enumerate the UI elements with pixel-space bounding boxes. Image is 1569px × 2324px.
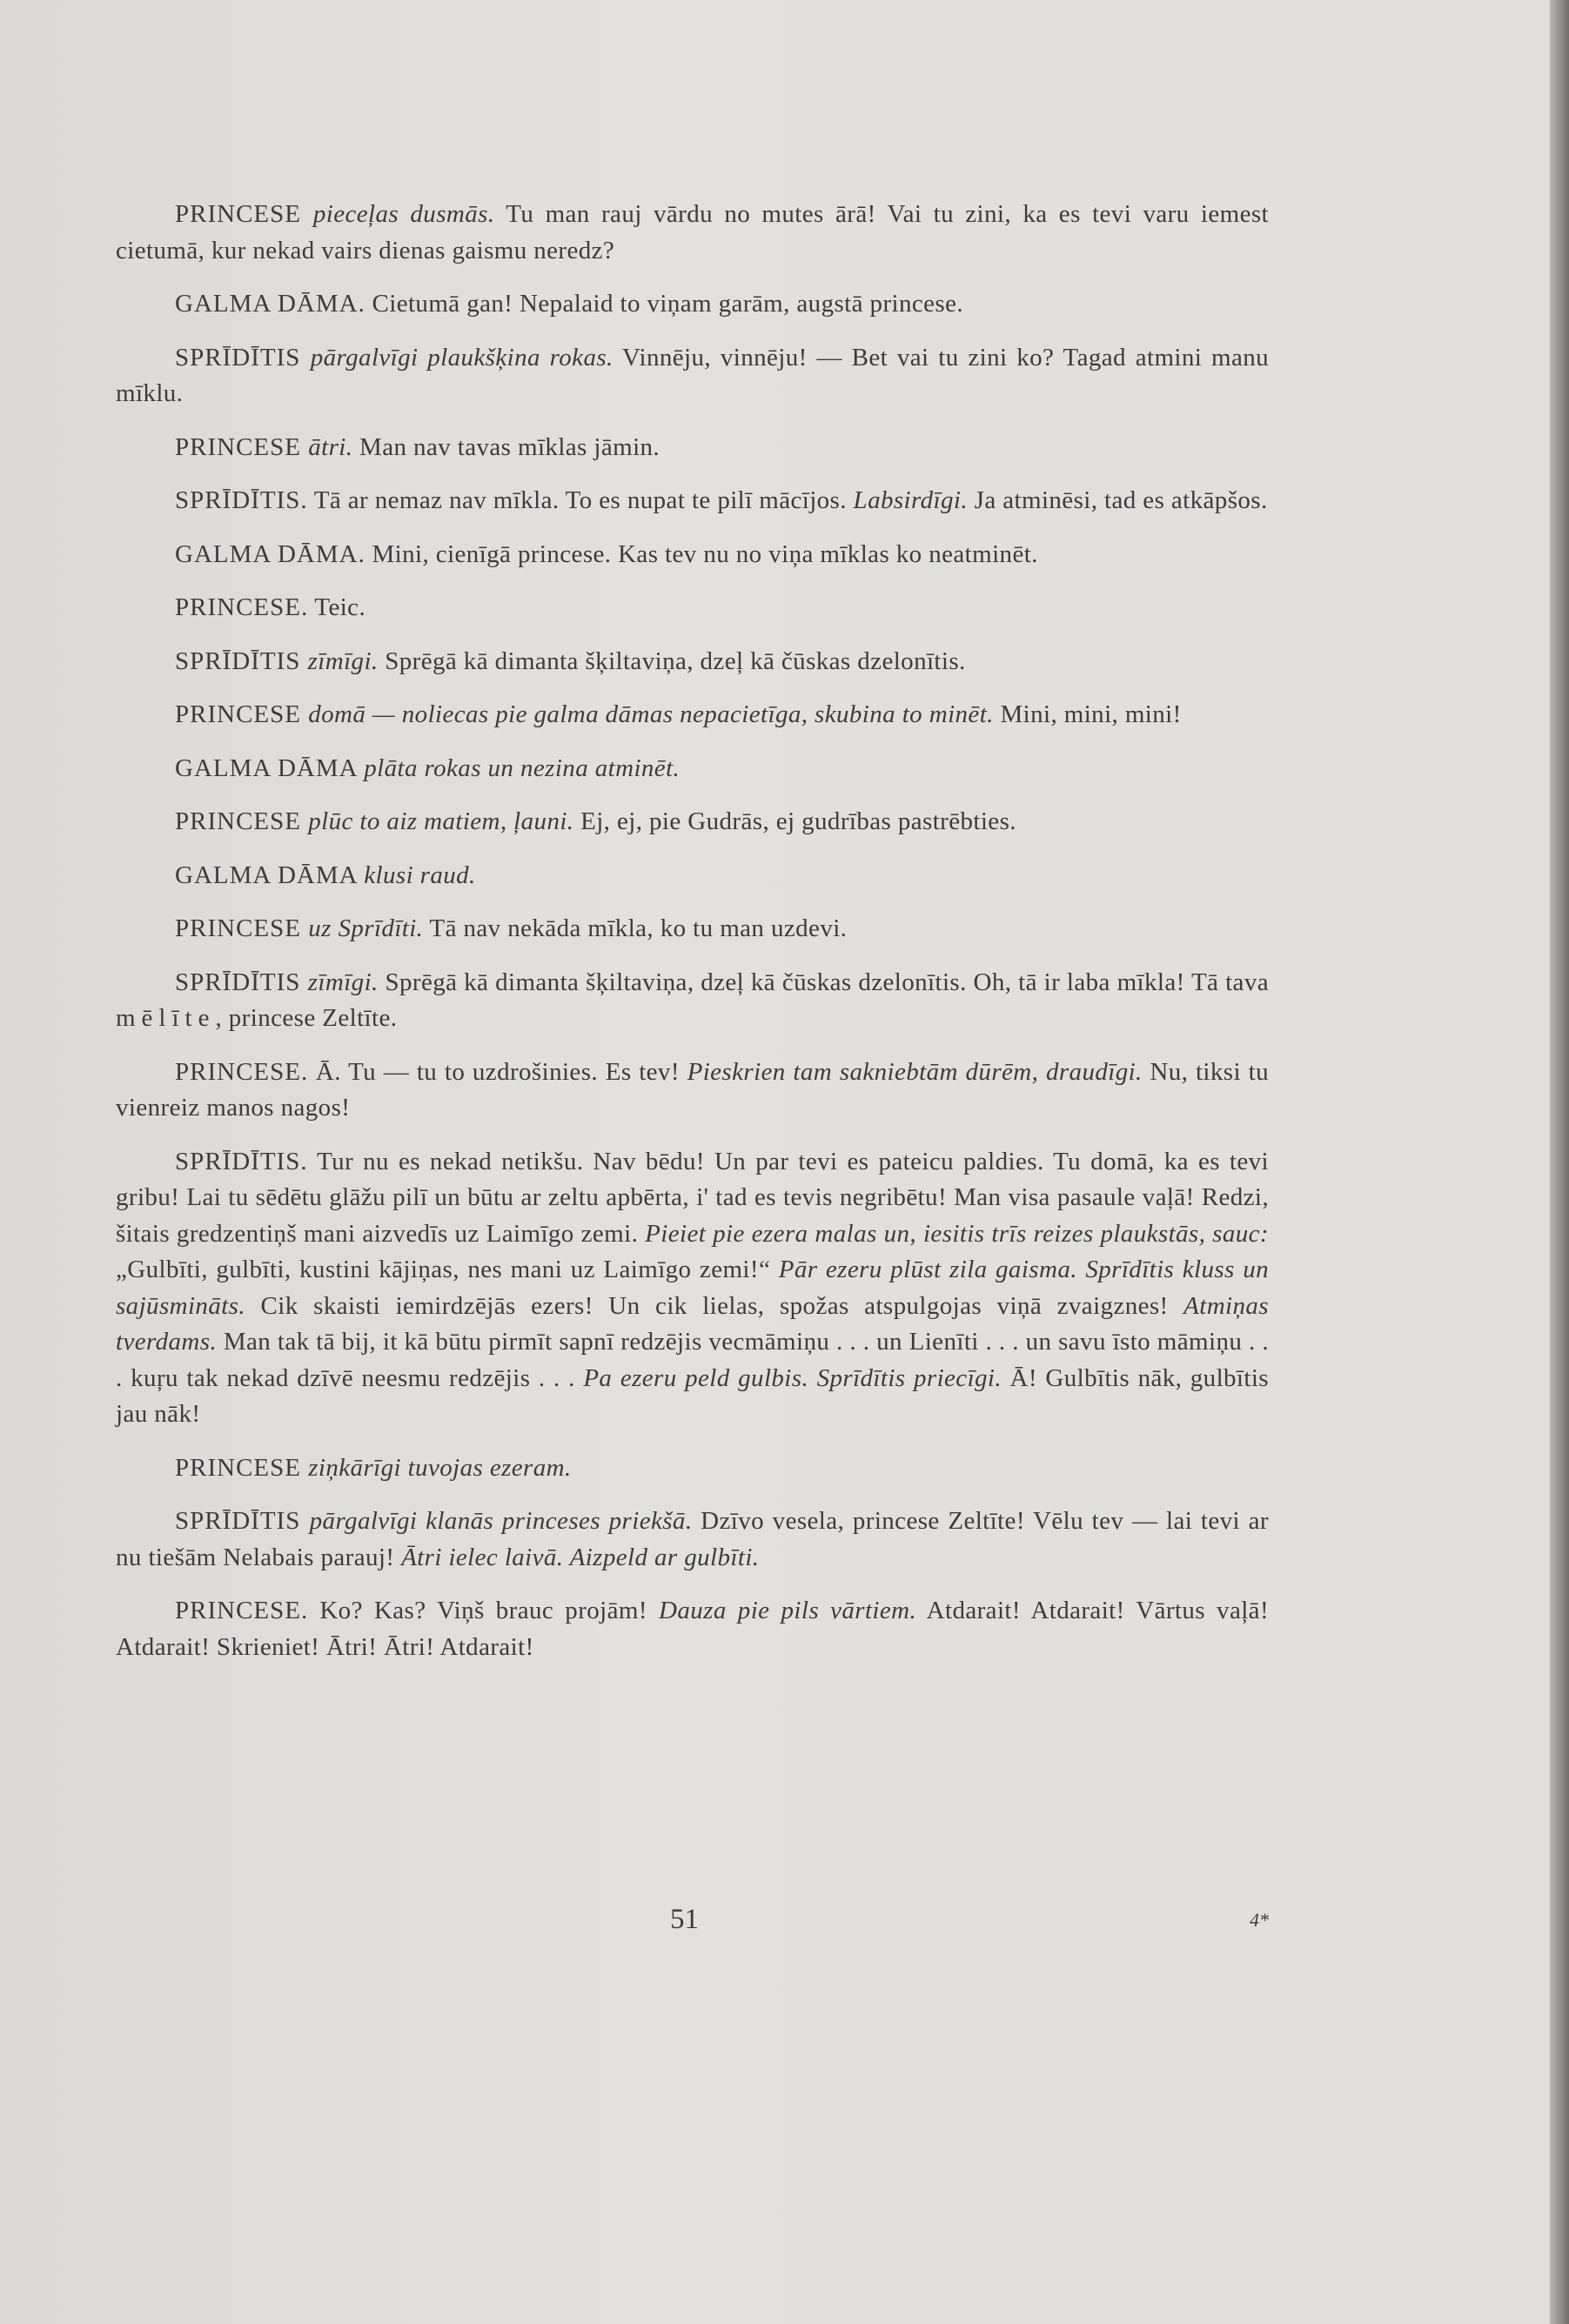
speaker-name: GALMA DĀMA	[175, 753, 365, 782]
stage-direction: plūc to aiz matiem, ļauni.	[308, 807, 574, 835]
dialogue-text: Man tak tā bij, it kā būtu pirmīt sapnī redzējis vecmāmiņu . . . un Lienīti . . . un savu īsto māmiņu . . . kuŗu tak nekad dzīvē neesmu redzējis . . .	[116, 1328, 1269, 1392]
dialogue-text: Vinnēju, vinnēju! — Bet vai tu zini ko? Tagad atmini manu mīklu.	[116, 343, 1270, 407]
speaker-name: GALMA DĀMA.	[175, 539, 365, 568]
stage-direction: Dauza pie pils vārtiem.	[658, 1597, 917, 1624]
stage-direction: pārgalvīgi klanās princeses priekšā.	[309, 1507, 693, 1535]
speaker-name: PRINCESE.	[175, 1597, 309, 1624]
dialogue-text: Cietumā gan! Nepalaid to viņam garām, augstā princese.	[365, 290, 964, 318]
speaker-name: SPRĪDĪTIS	[175, 646, 308, 675]
dialogue-paragraph	[116, 911, 1269, 948]
dialogue-paragraph	[116, 340, 1269, 412]
dialogue-paragraph	[116, 1593, 1269, 1665]
dialogue-paragraph	[116, 804, 1269, 841]
dialogue-text: Mini, cienīgā princese. Kas tev nu no viņa mīklas ko neatminēt.	[365, 539, 1038, 568]
dialogue-text: Ja atminēsi, tad es atkāpšos.	[968, 486, 1268, 514]
stage-direction: Labsirdīgi.	[853, 486, 968, 514]
stage-direction: pieceļas dusmās.	[312, 200, 495, 228]
stage-direction: Pieiet pie ezera malas un, iesitis trīs reizes plaukstās, sauc:	[645, 1219, 1269, 1248]
dialogue-text: mēlīte	[116, 1004, 216, 1032]
stage-direction: Pieskrien tam sakniebtām dūrēm, draudīgi.	[687, 1057, 1143, 1086]
speaker-name: SPRĪDĪTIS	[175, 1507, 310, 1535]
dialogue-paragraph	[116, 751, 1269, 787]
dialogue-text: „Gulbīti, gulbīti, kustini kājiņas, nes mani uz Laimīgo zemi!“	[116, 1256, 779, 1283]
stage-direction: Pa ezeru peld gulbis. Sprīdītis priecīgi.	[583, 1363, 1002, 1392]
speaker-name: GALMA DĀMA.	[175, 290, 365, 318]
speaker-name: SPRĪDĪTIS.	[175, 1147, 308, 1175]
speaker-name: SPRĪDĪTIS	[175, 343, 311, 372]
stage-direction: ātri.	[308, 432, 353, 461]
speaker-name: PRINCESE	[175, 1453, 309, 1482]
stage-direction: zīmīgi.	[307, 646, 379, 675]
page-edge-shadow	[1550, 0, 1569, 2324]
dialogue-text: Ej, ej, pie Gudrās, ej gudrības pastrēbties.	[573, 807, 1016, 835]
stage-direction: plāta rokas un nezina atminēt.	[364, 753, 681, 782]
speaker-name: PRINCESE	[175, 700, 309, 728]
dialogue-paragraph	[116, 483, 1269, 519]
dialogue-paragraph	[116, 858, 1269, 894]
dialogue-paragraph	[116, 1144, 1269, 1433]
dialogue-text: Mini, mini, mini!	[993, 700, 1182, 728]
dialogue-paragraph	[116, 197, 1269, 269]
dialogue-paragraph	[116, 286, 1269, 323]
stage-direction: Ātri ielec laivā. Aizpeld ar gulbīti.	[401, 1543, 760, 1571]
speaker-name: PRINCESE.	[175, 1057, 309, 1086]
dialogue-text: Man nav tavas mīklas jāmin.	[352, 432, 660, 461]
dialogue-paragraph	[116, 1450, 1269, 1487]
dialogue-paragraph	[116, 644, 1269, 680]
speaker-name: PRINCESE	[175, 200, 313, 228]
dialogue-text: Teic.	[308, 593, 366, 621]
dialogue-text: Nu, tiksi tu vienreiz manos nagos!	[116, 1057, 1269, 1122]
dialogue-text: Tā nav nekāda mīkla, ko tu man uzdevi.	[423, 914, 848, 942]
dialogue-text: Ā! Gulbītis nāk, gulbītis jau nāk!	[116, 1363, 1269, 1428]
dialogue-text: Tu man rauj vārdu no mutes ārā! Vai tu zini, ka es tevi varu iemest cietumā, kur nekad vairs dienas gaismu neredz?	[116, 200, 1269, 265]
dialogue-text: Tur nu es nekad netikšu. Nav bēdu! Un par tevi es pateicu paldies. Tu domā, ka es tevi gribu! Lai tu sēdētu glāžu pilī un būtu ar zeltu apbērta, i' tad es tevis negribētu! Man visa pasaule vaļā! Redzi, šitais gredzentiņš mani aizvedīs uz Laimīgo zemi.	[116, 1147, 1269, 1248]
dialogue-text: Sprēgā kā dimanta šķiltaviņa, dzeļ kā čūskas dzelonītis. Oh, tā ir laba mīkla! Tā tava	[378, 968, 1269, 996]
stage-direction: ziņkārīgi tuvojas ezeram.	[308, 1453, 572, 1482]
speaker-name: PRINCESE	[175, 914, 309, 942]
dialogue-text: Cik skaisti iemirdzējās ezers! Un cik lielas, spožas atspulgojas viņā zvaigznes!	[245, 1291, 1184, 1320]
dialogue-paragraph	[116, 965, 1269, 1037]
dialogue-text: Atdarait! Atdarait! Vārtus vaļā! Atdarait! Skrieniet! Ātri! Ātri! Atdarait!	[116, 1597, 1270, 1661]
speaker-name: SPRĪDĪTIS	[175, 968, 308, 996]
dialogue-text: Tā ar nemaz nav mīkla. To es nupat te pilī mācījos.	[307, 486, 854, 514]
signature-mark: 4*	[1250, 1909, 1269, 1931]
speaker-name: SPRĪDĪTIS.	[175, 486, 308, 514]
dialogue-paragraph	[116, 430, 1269, 466]
dialogue-text: Sprēgā kā dimanta šķiltaviņa, dzeļ kā čūskas dzelonītis.	[378, 646, 966, 675]
dialogue-text: Dzīvo vesela, princese Zeltīte! Vēlu tev — lai tevi ar nu tiešām Nelabais parauj!	[116, 1507, 1269, 1571]
stage-direction: Atmiņas tverdams.	[116, 1291, 1269, 1356]
stage-direction: klusi raud.	[364, 861, 476, 889]
page-number: 51	[670, 1904, 699, 1935]
speaker-name: PRINCESE	[175, 807, 309, 835]
speaker-name: PRINCESE.	[175, 593, 309, 621]
stage-direction: zīmīgi.	[307, 968, 379, 996]
dialogue-paragraph	[116, 1504, 1269, 1576]
stage-direction: Pār ezeru plūst zila gaisma. Sprīdītis kluss un sajūsmināts.	[116, 1256, 1270, 1320]
stage-direction: uz Sprīdīti.	[308, 914, 424, 942]
stage-direction: domā — noliecas pie galma dāmas nepacietīga, skubina to minēt.	[308, 700, 994, 728]
dialogue-paragraph	[116, 697, 1269, 733]
speaker-name: PRINCESE	[175, 432, 309, 461]
dialogue-text: Ko? Kas? Viņš brauc projām!	[308, 1597, 659, 1624]
dialogue-paragraph	[116, 537, 1269, 573]
play-text-block	[116, 197, 1269, 1683]
dialogue-paragraph	[116, 590, 1269, 626]
speaker-name: GALMA DĀMA	[175, 861, 365, 889]
stage-direction: pārgalvīgi plaukšķina rokas.	[310, 343, 614, 372]
dialogue-text: Ā. Tu — tu to uzdrošinies. Es tev!	[308, 1057, 687, 1086]
dialogue-paragraph	[116, 1055, 1269, 1127]
dialogue-text: , princese Zeltīte.	[215, 1004, 398, 1032]
